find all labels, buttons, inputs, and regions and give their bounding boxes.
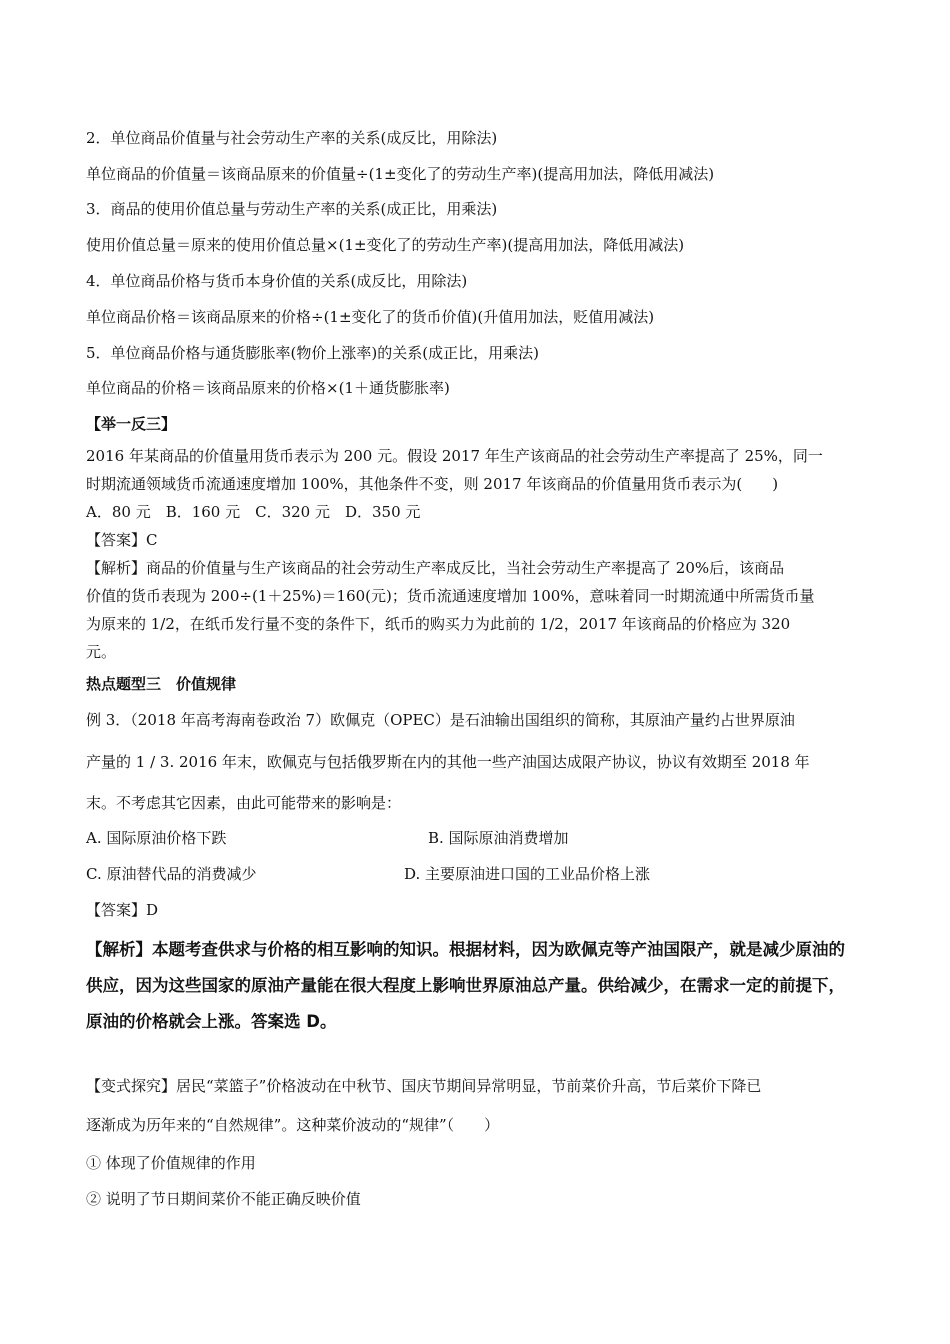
option-d: D. 主要原油进口国的工业品价格上涨 <box>404 865 651 883</box>
text-line: 2．单位商品价值量与社会劳动生产率的关系(成反比，用除法) <box>86 129 498 147</box>
text-line: 单位商品价格＝该商品原来的价格÷(1±变化了的货币价值)(升值用加法，贬值用减法) <box>86 308 655 326</box>
text-line: 5．单位商品价格与通货膨胀率(物价上涨率)的关系(成正比，用乘法) <box>86 344 539 362</box>
list-item: ② 说明了节日期间菜价不能正确反映价值 <box>86 1190 361 1208</box>
analysis-text: 【解析】本题考查供求与价格的相互影响的知识。根据材料，因为欧佩克等产油国限产，就是减少原油的 <box>86 940 845 959</box>
analysis-block <box>86 932 866 1040</box>
question-text: 时期流通领域货币流通速度增加 100%，其他条件不变，则 2017 年该商品的价值量用货币表示为( ) <box>86 475 779 493</box>
analysis-text: 【解析】商品的价值量与生产该商品的社会劳动生产率成反比，当社会劳动生产率提高了 20%后，该商品 <box>86 559 785 577</box>
question-text: 产量的 1 / 3. 2016 年末，欧佩克与包括俄罗斯在内的其他一些产油国达成限产协议，协议有效期至 2018 年 <box>86 753 810 771</box>
text-line: 单位商品的价格＝该商品原来的价格×(1＋通货膨胀率) <box>86 379 450 397</box>
option-c: C. 原油替代品的消费减少 <box>86 865 257 883</box>
option-a: A. 国际原油价格下跌 <box>86 829 227 847</box>
analysis-text: 为原来的 1/2，在纸币发行量不变的条件下，纸币的购买力为此前的 1/2，2017 年该商品的价格应为 320 <box>86 615 791 633</box>
option-b: B. 国际原油消费增加 <box>428 829 569 847</box>
analysis-text: 价值的货币表现为 200÷(1＋25%)＝160(元)；货币流通速度增加 100%，意味着同一时期流通中所需货币量 <box>86 587 815 605</box>
list-item: ① 体现了价值规律的作用 <box>86 1154 256 1172</box>
text-line: 单位商品的价值量＝该商品原来的价值量÷(1±变化了的劳动生产率)(提高用加法，降低用减法) <box>86 165 715 183</box>
text-line: 使用价值总量＝原来的使用价值总量×(1±变化了的劳动生产率)(提高用加法，降低用减法) <box>86 236 685 254</box>
section-heading: 【举一反三】 <box>86 415 177 433</box>
variant-text: 逐渐成为历年来的“自然规律”。这种菜价波动的“规律”（ ） <box>86 1116 500 1134</box>
answer-line: 【答案】D <box>86 901 159 919</box>
options-line: A．80 元 B．160 元 C．320 元 D．350 元 <box>86 503 421 521</box>
analysis-text: 原油的价格就会上涨。答案选 D。 <box>86 1012 337 1031</box>
answer-line: 【答案】C <box>86 531 158 549</box>
analysis-text: 元。 <box>86 643 117 661</box>
text-line: 4．单位商品价格与货币本身价值的关系(成反比，用除法) <box>86 272 468 290</box>
question-text: 末。不考虑其它因素，由此可能带来的影响是： <box>86 794 402 812</box>
analysis-text: 供应，因为这些国家的原油产量能在很大程度上影响世界原油总产量。供给减少，在需求一定的前提下， <box>86 976 845 995</box>
question-text: 2016 年某商品的价值量用货币表示为 200 元。假设 2017 年生产该商品的社会劳动生产率提高了 25%，同一 <box>86 447 823 465</box>
text-line: 3．商品的使用价值总量与劳动生产率的关系(成正比，用乘法) <box>86 200 498 218</box>
section-title: 热点题型三 价值规律 <box>86 675 237 693</box>
question-text: 例 3．（2018 年高考海南卷政治 7）欧佩克（OPEC）是石油输出国组织的简称，其原油产量约占世界原油 <box>86 711 795 729</box>
variant-text: 【变式探究】居民“菜篮子”价格波动在中秋节、国庆节期间异常明显，节前菜价升高，节后菜价下降已 <box>86 1077 762 1095</box>
